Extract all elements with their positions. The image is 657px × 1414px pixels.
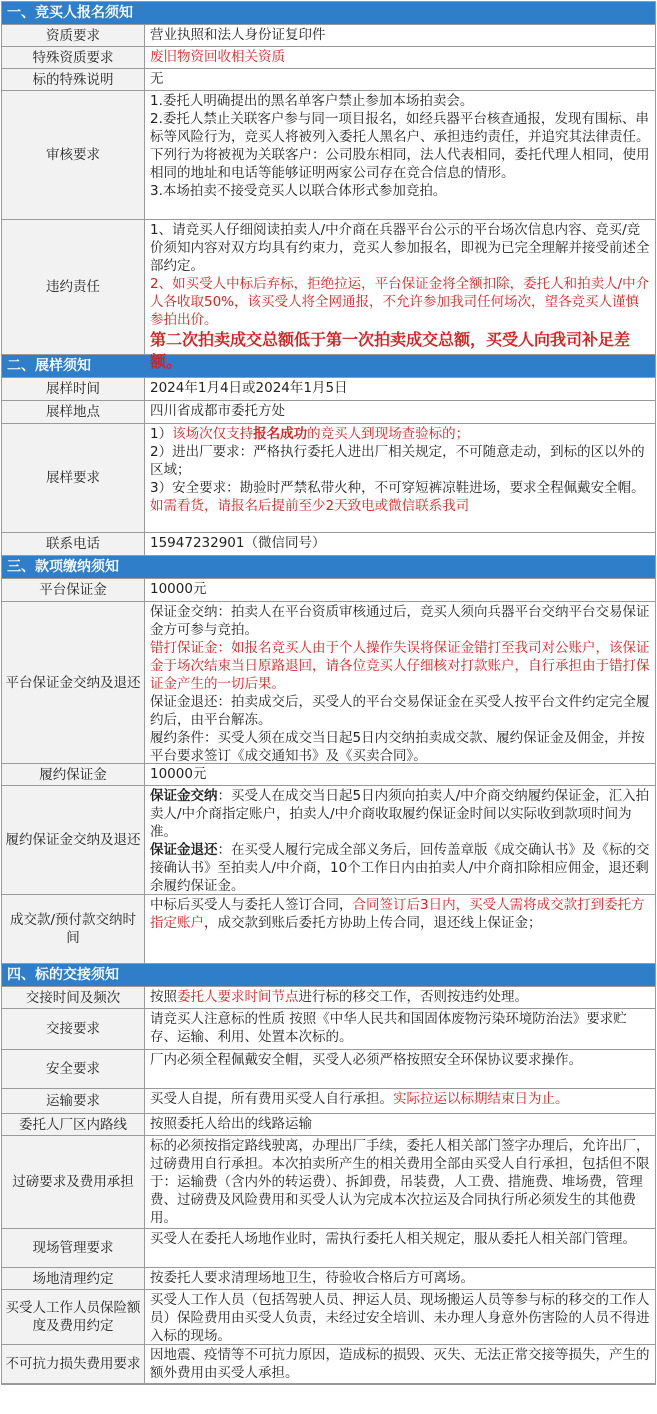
- paragraph: 错打保证金：如报名竞买人由于个人操作失误将保证金错打至我司对公账户，该保证金于场次结束当日原路退回，请各位竞买人仔细核对打款账户，自行承担由于错打保证金产生的一切后果。: [150, 640, 650, 692]
- row-value: 请竞买人注意标的性质 按照《中华人民共和国固体废物污染环境防治法》要求贮存、运输、利用、处置本次标的。: [150, 1011, 627, 1045]
- row-label: 现场管理要求: [2, 1229, 145, 1267]
- row-value: [145, 424, 655, 532]
- table-row: [2, 895, 655, 964]
- table-row: [2, 602, 655, 764]
- row-label: 特殊资质要求: [2, 47, 145, 68]
- row-value: 废旧物资回收相关资质: [150, 49, 285, 65]
- text: 按照: [150, 989, 177, 1005]
- text: 中标后买受人与委托人签订合同，: [150, 897, 353, 913]
- row-value: [145, 1089, 655, 1113]
- row-label: 履约保证金交纳及退还: [2, 786, 145, 894]
- row-label: 标的特殊说明: [2, 69, 145, 90]
- paragraph: 2）进出厂要求：严格执行委托人进出厂相关规定，不可随意走动，到标的区以外的区域；: [150, 444, 645, 478]
- row-label: 运输要求: [2, 1089, 145, 1113]
- table-row: [2, 401, 655, 424]
- section-header-handover: 四、标的交接须知: [2, 964, 655, 987]
- table-row: [2, 533, 655, 556]
- paragraph: 2.委托人禁止关联客户参与同一项目报名，如经兵器平台核查通报，发现有围标、串标等风险行为，竞买人将被列入委托人黑名户、承担违约责任，并追究其法律责任。下列行为将被视为关联客户：公司股东相同，法人代表相同，委托代理人相同，使用相同的地址和电话等能够证明两家公司存在竞合信息的情形。: [150, 111, 650, 181]
- text: 合同签订后3日内，买受人需将成交款打到委托方指定账户: [150, 897, 645, 931]
- row-value: 标的必须按指定路线驶离，办理出厂手续，委托人相关部门签字办理后，允许出厂，过磅费用自行承担。本次拍卖所产生的相关费用全部由买受人自行承担，包括但不限于：运输费（含内外的转运费）、拆卸费，吊装费，人工费、措施费、堆场费，管理费、过磅费及风险费用和买受人认为完成本次拉运及合同执行所必须发生的其他费用。: [150, 1138, 650, 1226]
- text: 的竞买人到现场查验标的；: [307, 426, 470, 442]
- paragraph: 2、如买受人中标后弃标，拒绝拉运，平台保证金将全额扣除，委托人和拍卖人/中介人各收取50%，该买受人将全网通报，不允许参加我司任何场次，望各竞买人谨慎参拍出价。: [150, 276, 650, 328]
- row-value: 厂内必须全程佩戴安全帽，买受人必须严格按照安全环保协议要求操作。: [150, 1052, 582, 1068]
- section-header-payment: 三、款项缴纳须知: [2, 556, 655, 579]
- row-value: 按委托人要求清理场地卫生，待验收合格后方可离场。: [150, 1270, 474, 1286]
- table-row: [2, 1089, 655, 1114]
- paragraph: 1、请竞买人仔细阅读拍卖人/中介商在兵器平台公示的平台场次信息内容、竞买/竞价须知内容对双方均具有约束力，竞买人参加报名，即视为已完全理解并接受前述全部约定。: [150, 222, 650, 274]
- row-label: 平台保证金: [2, 579, 145, 601]
- paragraph: 如需看货，请报名后提前至少2天致电或微信联系我司: [150, 498, 470, 514]
- row-value: 2024年1月4日或2024年1月5日: [150, 380, 348, 396]
- paragraph: 履约条件：买受人须在成交当日起5日内交纳拍卖成交款、履约保证金及佣金，并按平台要求签订《成交通知书》及《买卖合同》。: [150, 730, 645, 764]
- text: 委托人要求时间节点: [177, 989, 299, 1005]
- paragraph: [150, 787, 651, 841]
- row-label: 展样地点: [2, 401, 145, 423]
- row-label: 买受人工作人员保险额度及费用约定: [2, 1290, 145, 1344]
- table-row: [2, 47, 655, 69]
- row-value: 无: [150, 71, 164, 87]
- paragraph: 3.本场拍卖不接受竞买人以联合体形式参加竞拍。: [150, 183, 447, 199]
- table-row: [2, 25, 655, 47]
- auction-notice-table: [1, 1, 656, 1385]
- paragraph: 保证金退还：拍卖成交后，买受人的平台交易保证金在买受人按平台文件约定完全履约后，由平台解冻。: [150, 694, 650, 728]
- paragraph: [150, 425, 651, 443]
- section-header-viewing: 二、展样须知: [2, 355, 655, 378]
- text: ，成交款到账后委托方协助上传合同，退还线上保证金；: [204, 915, 542, 931]
- table-row: [2, 1268, 655, 1290]
- emphasis-paragraph: 第二次拍卖成交总额低于第一次拍卖成交总额，买受人向我司补足差额。: [150, 330, 631, 371]
- row-label: 交接时间及频次: [2, 987, 145, 1008]
- row-value: [145, 91, 655, 219]
- table-row: [2, 1050, 655, 1089]
- row-label: 场地清理约定: [2, 1268, 145, 1289]
- row-label: 展样时间: [2, 378, 145, 400]
- row-label: 成交款/预付款交纳时间: [2, 895, 145, 963]
- table-row: [2, 579, 655, 602]
- row-value: 四川省成都市委托方处: [150, 403, 285, 419]
- paragraph: 保证金交纳：拍卖人在平台资质审核通过后，竞买人须向兵器平台交纳平台交易保证金方可参与竞拍。: [150, 604, 650, 638]
- table-row: [2, 1229, 655, 1268]
- table-row: [2, 91, 655, 220]
- table-row: [2, 1345, 655, 1384]
- text: 报名成功: [253, 426, 308, 442]
- text: 该场次仅支持: [172, 426, 254, 442]
- row-label: 履约保证金: [2, 764, 145, 785]
- row-label: 联系电话: [2, 533, 145, 555]
- text: 实际拉运以标期结束日为止。: [393, 1091, 569, 1107]
- row-label: 不可抗力损失费用要求: [2, 1345, 145, 1383]
- row-label: 违约责任: [2, 220, 145, 354]
- bold-text: 保证金退还: [150, 842, 218, 858]
- row-label: 平台保证金交纳及退还: [2, 602, 145, 763]
- paragraph: 1.委托人明确提出的黑名单客户禁止参加本场拍卖会。: [150, 93, 474, 109]
- row-label: 过磅要求及费用承担: [2, 1136, 145, 1228]
- row-value: 因地震、疫情等不可抗力原因，造成标的损毁、灭失、无法正常交接等损失，产生的额外费用由买受人承担。: [150, 1347, 650, 1381]
- text: 1）: [150, 426, 173, 442]
- table-row: [2, 1290, 655, 1345]
- table-row: [2, 1136, 655, 1229]
- row-label: 委托人厂区内路线: [2, 1114, 145, 1135]
- paragraph: [150, 841, 651, 895]
- row-value: 买受人在委托人场地作业时，需执行委托人相关规定，服从委托人相关部门管理。: [150, 1231, 636, 1247]
- paragraph: 3）安全要求：勘验时严禁私带火种，不可穿短裤凉鞋进场，要求全程佩戴安全帽。: [150, 480, 645, 496]
- row-value: 营业执照和法人身份证复印件: [150, 27, 326, 43]
- row-value: [145, 602, 655, 763]
- row-value: 按照委托人给出的线路运输: [150, 1116, 312, 1132]
- row-value: [145, 786, 655, 894]
- row-value: 10000元: [150, 766, 207, 782]
- row-label: 交接要求: [2, 1009, 145, 1049]
- table-row: [2, 764, 655, 786]
- table-row: [2, 987, 655, 1009]
- row-label: 安全要求: [2, 1050, 145, 1088]
- table-row: [2, 1114, 655, 1136]
- table-row: [2, 424, 655, 533]
- row-label: 展样要求: [2, 424, 145, 532]
- table-row: [2, 69, 655, 91]
- row-value: [145, 220, 655, 371]
- text: ：在买受人履行完成全部义务后，回传盖章版《成交确认书》及《标的交接确认书》至拍卖人/中介商，10个工作日内由拍卖人/中介商扣除相应佣金，退还剩余履约保证金。: [150, 842, 650, 894]
- text: 买受人自提，所有费用买受人自行承担。: [150, 1091, 393, 1107]
- row-value: [145, 987, 655, 1008]
- table-row: [2, 786, 655, 895]
- row-value: 买受人工作人员（包括驾驶人员、押运人员、现场搬运人员等参与标的移交的工作人员）保险费用由买受人负责，未经过安全培训、未办理人身意外伤害险的人员不得进入标的现场。: [150, 1292, 650, 1344]
- table-row: [2, 378, 655, 401]
- row-value: [145, 895, 655, 963]
- text: ：买受人在成交当日起5日内须向拍卖人/中介商交纳履约保证金，汇入拍卖人/中介商指定账户，拍卖人/中介商收取履约保证金时间以实际收到款项时间为准。: [150, 788, 650, 840]
- text: 进行标的移交工作，否则按违约处理。: [298, 989, 528, 1005]
- row-label: 资质要求: [2, 25, 145, 46]
- row-label: 审核要求: [2, 91, 145, 219]
- row-value: 10000元: [150, 581, 207, 597]
- bold-text: 保证金交纳: [150, 788, 218, 804]
- table-row: [2, 1009, 655, 1050]
- section-header-registration: 一、竞买人报名须知: [2, 2, 655, 25]
- phone-number: 15947232901（微信同号）: [150, 535, 326, 551]
